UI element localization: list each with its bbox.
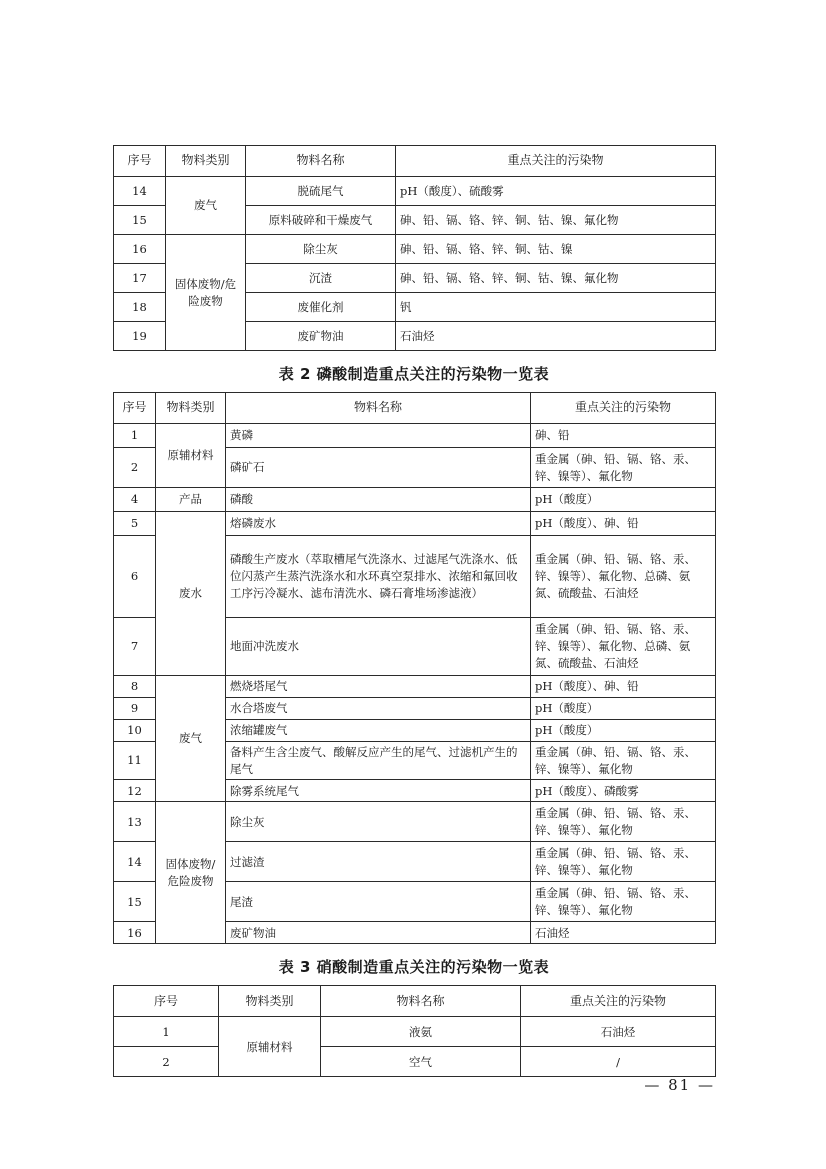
cell-name: 磷酸生产废水（萃取槽尾气洗涤水、过滤尾气洗涤水、低位闪蒸产生蒸汽洗涤水和水环真空泵排水、浓缩和氟回收工序污冷凝水、滤布清洗水、磷石膏堆场渗滤液） xyxy=(226,536,531,618)
column-header-name: 物料名称 xyxy=(321,986,521,1017)
cell-name: 除雾系统尾气 xyxy=(226,780,531,802)
cell-name: 原料破碎和干燥废气 xyxy=(246,206,396,235)
column-header-pollutants: 重点关注的污染物 xyxy=(521,986,716,1017)
cell-pollutants: 重金属（砷、铅、镉、铬、汞、锌、镍等）、氟化物 xyxy=(531,802,716,842)
cell-seq: 10 xyxy=(114,720,156,742)
table-row xyxy=(114,676,716,698)
table-row xyxy=(114,512,716,536)
cell-name: 黄磷 xyxy=(226,424,531,448)
category-label-line: 固体废物/危险废物 xyxy=(174,276,237,308)
cell-pollutants: 重金属（砷、铅、镉、铬、汞、锌、镍等）、氟化物 xyxy=(531,842,716,882)
cell-category-raw-materials: 原辅材料 xyxy=(156,424,226,488)
cell-seq: 6 xyxy=(114,536,156,618)
column-header-pollutants: 重点关注的污染物 xyxy=(396,146,716,177)
cell-name: 水合塔废气 xyxy=(226,698,531,720)
column-header-seq: 序号 xyxy=(114,393,156,424)
cell-category-waste-gas: 废气 xyxy=(156,676,226,802)
cell-name: 除尘灰 xyxy=(226,802,531,842)
cell-name: 熔磷废水 xyxy=(226,512,531,536)
cell-pollutants: 重金属（砷、铅、镉、铬、汞、锌、镍等）、氟化物、总磷、氨氮、硫酸盐、石油烃 xyxy=(531,536,716,618)
table-row xyxy=(114,1047,716,1077)
cell-pollutants: 钒 xyxy=(396,293,716,322)
cell-seq: 2 xyxy=(114,448,156,488)
cell-seq: 9 xyxy=(114,698,156,720)
table-row xyxy=(114,424,716,448)
table-row xyxy=(114,1017,716,1047)
cell-category-waste-water: 废水 xyxy=(156,512,226,676)
cell-name: 磷酸 xyxy=(226,488,531,512)
cell-pollutants: 石油烃 xyxy=(531,922,716,944)
table-header-row xyxy=(114,986,716,1017)
cell-seq: 2 xyxy=(114,1047,219,1077)
cell-name: 废催化剂 xyxy=(246,293,396,322)
cell-name: 脱硫尾气 xyxy=(246,177,396,206)
cell-seq: 19 xyxy=(114,322,166,351)
cell-pollutants: 重金属（砷、铅、镉、铬、汞、锌、镍等）、氟化物 xyxy=(531,742,716,780)
cell-seq: 16 xyxy=(114,922,156,944)
cell-category-product: 产品 xyxy=(156,488,226,512)
table-1-pollutants xyxy=(113,145,716,351)
column-header-name: 物料名称 xyxy=(246,146,396,177)
cell-category-solid-waste xyxy=(166,235,246,351)
table-row xyxy=(114,802,716,842)
cell-pollutants: pH（酸度） xyxy=(531,698,716,720)
table-row xyxy=(114,235,716,264)
column-header-category: 物料类别 xyxy=(166,146,246,177)
column-header-pollutants: 重点关注的污染物 xyxy=(531,393,716,424)
cell-seq: 15 xyxy=(114,206,166,235)
cell-pollutants: 重金属（砷、铅、镉、铬、汞、锌、镍等）、氟化物 xyxy=(531,882,716,922)
table-row xyxy=(114,488,716,512)
cell-name: 液氨 xyxy=(321,1017,521,1047)
cell-seq: 12 xyxy=(114,780,156,802)
column-header-name: 物料名称 xyxy=(226,393,531,424)
cell-name: 燃烧塔尾气 xyxy=(226,676,531,698)
cell-pollutants: 砷、铅、镉、铬、锌、铜、钴、镍、氟化物 xyxy=(396,206,716,235)
cell-seq: 18 xyxy=(114,293,166,322)
cell-name: 地面冲洗废水 xyxy=(226,618,531,676)
cell-pollutants: pH（酸度）、砷、铅 xyxy=(531,512,716,536)
cell-pollutants: pH（酸度）、砷、铅 xyxy=(531,676,716,698)
cell-pollutants: 砷、铅 xyxy=(531,424,716,448)
cell-name: 沉渣 xyxy=(246,264,396,293)
top-margin-spacer xyxy=(113,0,715,145)
cell-pollutants: pH（酸度）、硫酸雾 xyxy=(396,177,716,206)
cell-seq: 7 xyxy=(114,618,156,676)
cell-pollutants: 砷、铅、镉、铬、锌、铜、钴、镍 xyxy=(396,235,716,264)
cell-seq: 16 xyxy=(114,235,166,264)
cell-name: 过滤渣 xyxy=(226,842,531,882)
cell-name: 除尘灰 xyxy=(246,235,396,264)
cell-seq: 13 xyxy=(114,802,156,842)
cell-pollutants: pH（酸度）、磷酸雾 xyxy=(531,780,716,802)
cell-seq: 1 xyxy=(114,1017,219,1047)
column-header-seq: 序号 xyxy=(114,146,166,177)
cell-category-raw-materials: 原辅材料 xyxy=(219,1017,321,1077)
cell-pollutants: 重金属（砷、铅、镉、铬、汞、锌、镍等）、氟化物 xyxy=(531,448,716,488)
table-3-title: 表 3 硝酸制造重点关注的污染物一览表 xyxy=(278,958,550,977)
cell-pollutants: 石油烃 xyxy=(396,322,716,351)
table-row xyxy=(114,177,716,206)
cell-name: 备料产生含尘废气、酸解反应产生的尾气、过滤机产生的尾气 xyxy=(226,742,531,780)
cell-seq: 4 xyxy=(114,488,156,512)
cell-name: 尾渣 xyxy=(226,882,531,922)
cell-seq: 15 xyxy=(114,882,156,922)
cell-name: 空气 xyxy=(321,1047,521,1077)
cell-seq: 17 xyxy=(114,264,166,293)
table-2-pollutants xyxy=(113,392,716,944)
cell-category-waste-gas: 废气 xyxy=(166,177,246,235)
table-2-title: 表 2 磷酸制造重点关注的污染物一览表 xyxy=(278,365,550,383)
cell-seq: 8 xyxy=(114,676,156,698)
cell-name: 废矿物油 xyxy=(246,322,396,351)
cell-seq: 11 xyxy=(114,742,156,780)
cell-pollutants: 砷、铅、镉、铬、锌、铜、钴、镍、氟化物 xyxy=(396,264,716,293)
cell-seq: 14 xyxy=(114,177,166,206)
cell-name: 浓缩罐废气 xyxy=(226,720,531,742)
cell-category-solid-waste: 固体废物/危险废物 xyxy=(156,802,226,944)
cell-pollutants: pH（酸度） xyxy=(531,720,716,742)
table-header-row xyxy=(114,146,716,177)
cell-seq: 5 xyxy=(114,512,156,536)
cell-name: 废矿物油 xyxy=(226,922,531,944)
cell-seq: 14 xyxy=(114,842,156,882)
cell-name: 磷矿石 xyxy=(226,448,531,488)
cell-pollutants: 石油烃 xyxy=(521,1017,716,1047)
column-header-seq: 序号 xyxy=(114,986,219,1017)
page-number: — 81 — xyxy=(644,1076,715,1094)
cell-seq: 1 xyxy=(114,424,156,448)
table-header-row xyxy=(114,393,716,424)
column-header-category: 物料类别 xyxy=(219,986,321,1017)
document-page xyxy=(113,0,715,1077)
column-header-category: 物料类别 xyxy=(156,393,226,424)
table-3-pollutants xyxy=(113,985,716,1077)
cell-pollutants: / xyxy=(521,1047,716,1077)
cell-pollutants: pH（酸度） xyxy=(531,488,716,512)
cell-pollutants: 重金属（砷、铅、镉、铬、汞、锌、镍等）、氟化物、总磷、氨氮、硫酸盐、石油烃 xyxy=(531,618,716,676)
